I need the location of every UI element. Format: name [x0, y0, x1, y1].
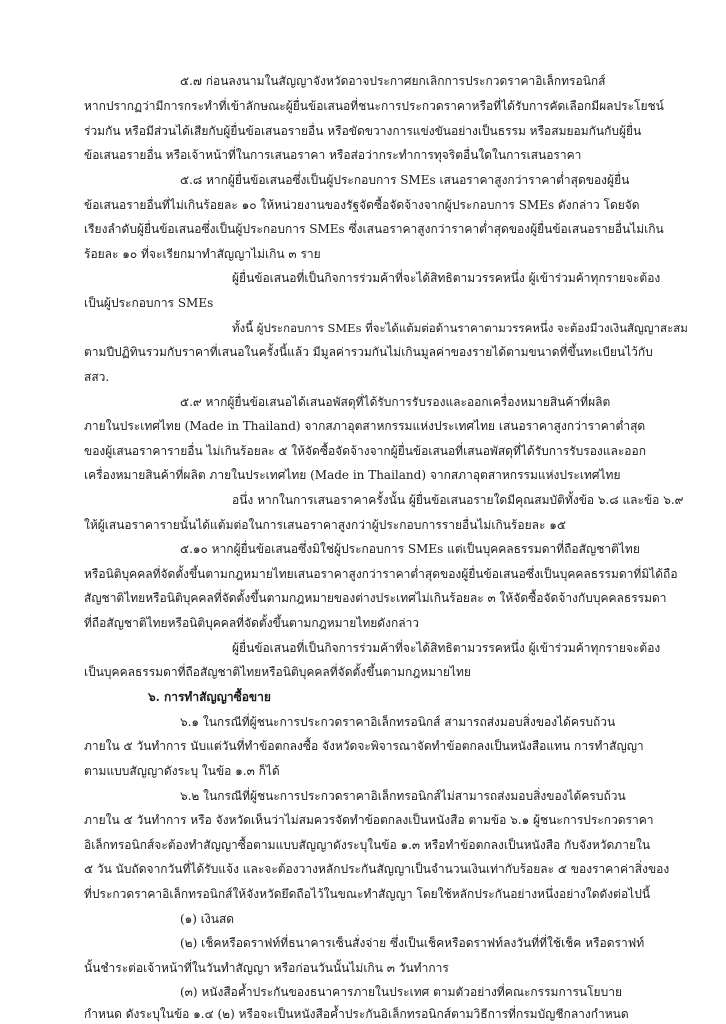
text-line: สสว. — [84, 370, 110, 384]
text-line: ตามปีปฏิทินรวมกับราคาที่เสนอในครั้งนี้แล้ว มีมูลค่ารวมกันไม่เกินมูลค่าของรายได้ตามขนาดที่ขึ้นทะเบียนไว้กับ — [84, 345, 653, 359]
text-line: ของผู้เสนอราคารายอื่น ไม่เกินร้อยละ ๕ ให้จัดซื้อจัดจ้างจากผู้ยื่นข้อเสนอที่เสนอพัสดุที่ได้รับการรับรองและออก — [84, 444, 646, 458]
text-line: เป็นผู้ประกอบการ SMEs — [84, 296, 214, 310]
text-line: อิเล็กทรอนิกส์จะต้องทำสัญญาซื้อตามแบบสัญญาดังระบุในข้อ ๑.๓ หรือทำข้อตกลงเป็นหนังสือ กับจังหวัดภายใน — [84, 838, 651, 852]
text-line: หากปรากฏว่ามีการกระทำที่เข้าลักษณะผู้ยื่นข้อเสนอที่ชนะการประกวดราคาหรือที่ได้รับการคัดเลือกมีผลประโยชน์ — [84, 99, 664, 113]
text-line: ๕ วัน นับถัดจากวันที่ได้รับแจ้ง และจะต้องวางหลักประกันสัญญาเป็นจำนวนเงินเท่ากับร้อยละ ๕ ของราคาค่าสิ่งของ — [84, 862, 670, 876]
text-line: ผู้ยื่นข้อเสนอที่เป็นกิจการร่วมค้าที่จะได้สิทธิตามวรรคหนึ่ง ผู้เข้าร่วมค้าทุกรายจะต้อง — [232, 641, 661, 655]
section-heading: ๖. การทำสัญญาซื้อขาย — [148, 690, 271, 704]
text-line: ข้อเสนอรายอื่น หรือเจ้าหน้าที่ในการเสนอราคา หรือส่อว่ากระทำการทุจริตอื่นใดในการเสนอราคา — [84, 148, 582, 162]
text-line: ๕.๙ หากผู้ยื่นข้อเสนอได้เสนอพัสดุที่ได้รับการรับรองและออกเครื่องหมายสินค้าที่ผลิต — [180, 395, 611, 409]
text-line: ที่ถือสัญชาติไทยหรือนิติบุคคลที่จัดตั้งขึ้นตามกฎหมายไทยดังกล่าว — [84, 616, 420, 630]
text-line: ภายใน ๕ วันทำการ นับแต่วันที่ทำข้อตกลงซื้อ จังหวัดจะพิจารณาจัดทำข้อตกลงเป็นหนังสือแทน การทำสัญญา — [84, 739, 644, 753]
text-line: ๕.๘ หากผู้ยื่นข้อเสนอซึ่งเป็นผู้ประกอบการ SMEs เสนอราคาสูงกว่าราคาต่ำสุดของผู้ยื่น — [180, 173, 630, 187]
text-line: กำหนด ดังระบุในข้อ ๑.๔ (๒) หรือจะเป็นหนังสือค้ำประกันอิเล็กทรอนิกส์ตามวิธีการที่กรมบัญชีกลางกำหนด — [84, 1007, 629, 1021]
text-line: นั้นชำระต่อเจ้าหน้าที่ในวันทำสัญญา หรือก่อนวันนั้นไม่เกิน ๓ วันทำการ — [84, 961, 449, 975]
text-line: ภายในประเทศไทย (Made in Thailand) จากสภาอุตสาหกรรมแห่งประเทศไทย เสนอราคาสูงกว่าราคาต่ำสุด — [84, 419, 646, 433]
list-item: (๓) หนังสือค้ำประกันของธนาคารภายในประเทศ ตามตัวอย่างที่คณะกรรมการนโยบาย — [180, 985, 622, 999]
text-line: ผู้ยื่นข้อเสนอที่เป็นกิจการร่วมค้าที่จะได้สิทธิตามวรรคหนึ่ง ผู้เข้าร่วมค้าทุกรายจะต้อง — [232, 271, 661, 285]
text-line: อนึ่ง หากในการเสนอราคาครั้งนั้น ผู้ยื่นข้อเสนอรายใดมีคุณสมบัติทั้งข้อ ๖.๘ และข้อ ๖.๙ — [232, 493, 684, 507]
text-line: ตามแบบสัญญาดังระบุ ในข้อ ๑.๓ ก็ได้ — [84, 764, 280, 778]
text-line: ภายใน ๕ วันทำการ หรือ จังหวัดเห็นว่าไม่สมควรจัดทำข้อตกลงเป็นหนังสือ ตามข้อ ๖.๑ ผู้ชนะการประกวดราคา — [84, 813, 654, 827]
text-line: ๖.๑ ในกรณีที่ผู้ชนะการประกวดราคาอิเล็กทรอนิกส์ สามารถส่งมอบสิ่งของได้ครบถ้วน — [180, 715, 616, 729]
text-line: ทั้งนี้ ผู้ประกอบการ SMEs ที่จะได้แต้มต่อด้านราคาตามวรรคหนึ่ง จะต้องมีวงเงินสัญญาสะสม — [232, 321, 688, 335]
text-line: ร่วมกัน หรือมีส่วนได้เสียกับผู้ยื่นข้อเสนอรายอื่น หรือขัดขวางการแข่งขันอย่างเป็นธรรม หรือสมยอมกันกับผู้ยื่น — [84, 124, 642, 138]
text-line: ๖.๒ ในกรณีที่ผู้ชนะการประกวดราคาอิเล็กทรอนิกส์ไม่สามารถส่งมอบสิ่งของได้ครบถ้วน — [180, 789, 626, 803]
text-line: เครื่องหมายสินค้าที่ผลิต ภายในประเทศไทย (Made in Thailand) จากสภาอุตสาหกรรมแห่งประเทศไทย — [84, 468, 621, 482]
text-line: ๕.๑๐ หากผู้ยื่นข้อเสนอซึ่งมิใช่ผู้ประกอบการ SMEs แต่เป็นบุคคลธรรมดาที่ถือสัญชาติไทย — [180, 542, 640, 556]
text-line: ที่ประกวดราคาอิเล็กทรอนิกส์ให้จังหวัดยึดถือไว้ในขณะทำสัญญา โดยใช้หลักประกันอย่างหนึ่งอย่างใดดังต่อไปนี้ — [84, 887, 651, 901]
text-line: สัญชาติไทยหรือนิติบุคคลที่จัดตั้งขึ้นตามกฎหมายของต่างประเทศไม่เกินร้อยละ ๓ ให้จัดซื้อจัดจ้างกับบุคคลธรรมดา — [84, 591, 667, 605]
text-line: ร้อยละ ๑๐ ที่จะเรียกมาทำสัญญาไม่เกิน ๓ ราย — [84, 247, 321, 261]
text-line: เป็นบุคคลธรรมดาที่ถือสัญชาติไทยหรือนิติบุคคลที่จัดตั้งขึ้นตามกฎหมายไทย — [84, 665, 471, 679]
list-item: (๒) เช็คหรือดราฟท์ที่ธนาคารเซ็นสั่งจ่าย ซึ่งเป็นเช็คหรือดราฟท์ลงวันที่ที่ใช้เช็ค หรือดราฟท์ — [180, 936, 645, 950]
text-line: ให้ผู้เสนอราคารายนั้นได้แต้มต่อในการเสนอราคาสูงกว่าผู้ประกอบการรายอื่นไม่เกินร้อยละ ๑๕ — [84, 518, 566, 532]
text-line: ข้อเสนอรายอื่นที่ไม่เกินร้อยละ ๑๐ ให้หน่วยงานของรัฐจัดซื้อจัดจ้างจากผู้ประกอบการ SMEs ดังกล่าว โดยจัด — [84, 198, 640, 212]
list-item: (๑) เงินสด — [180, 912, 235, 926]
text-line: ๕.๗ ก่อนลงนามในสัญญาจังหวัดอาจประกาศยกเลิกการประกวดราคาอิเล็กทรอนิกส์ — [180, 74, 606, 88]
text-line: หรือนิติบุคคลที่จัดตั้งขึ้นตามกฎหมายไทยเสนอราคาสูงกว่าราคาต่ำสุดของผู้ยื่นข้อเสนอซึ่งเป็นบุคคลธรรมดาที่มิได้ถือ — [84, 567, 678, 581]
text-line: เรียงลำดับผู้ยื่นข้อเสนอซึ่งเป็นผู้ประกอบการ SMEs ซึ่งเสนอราคาสูงกว่าราคาต่ำสุดของผู้ยื่นข้อเสนอรายอื่นไม่เกิน — [84, 222, 664, 236]
